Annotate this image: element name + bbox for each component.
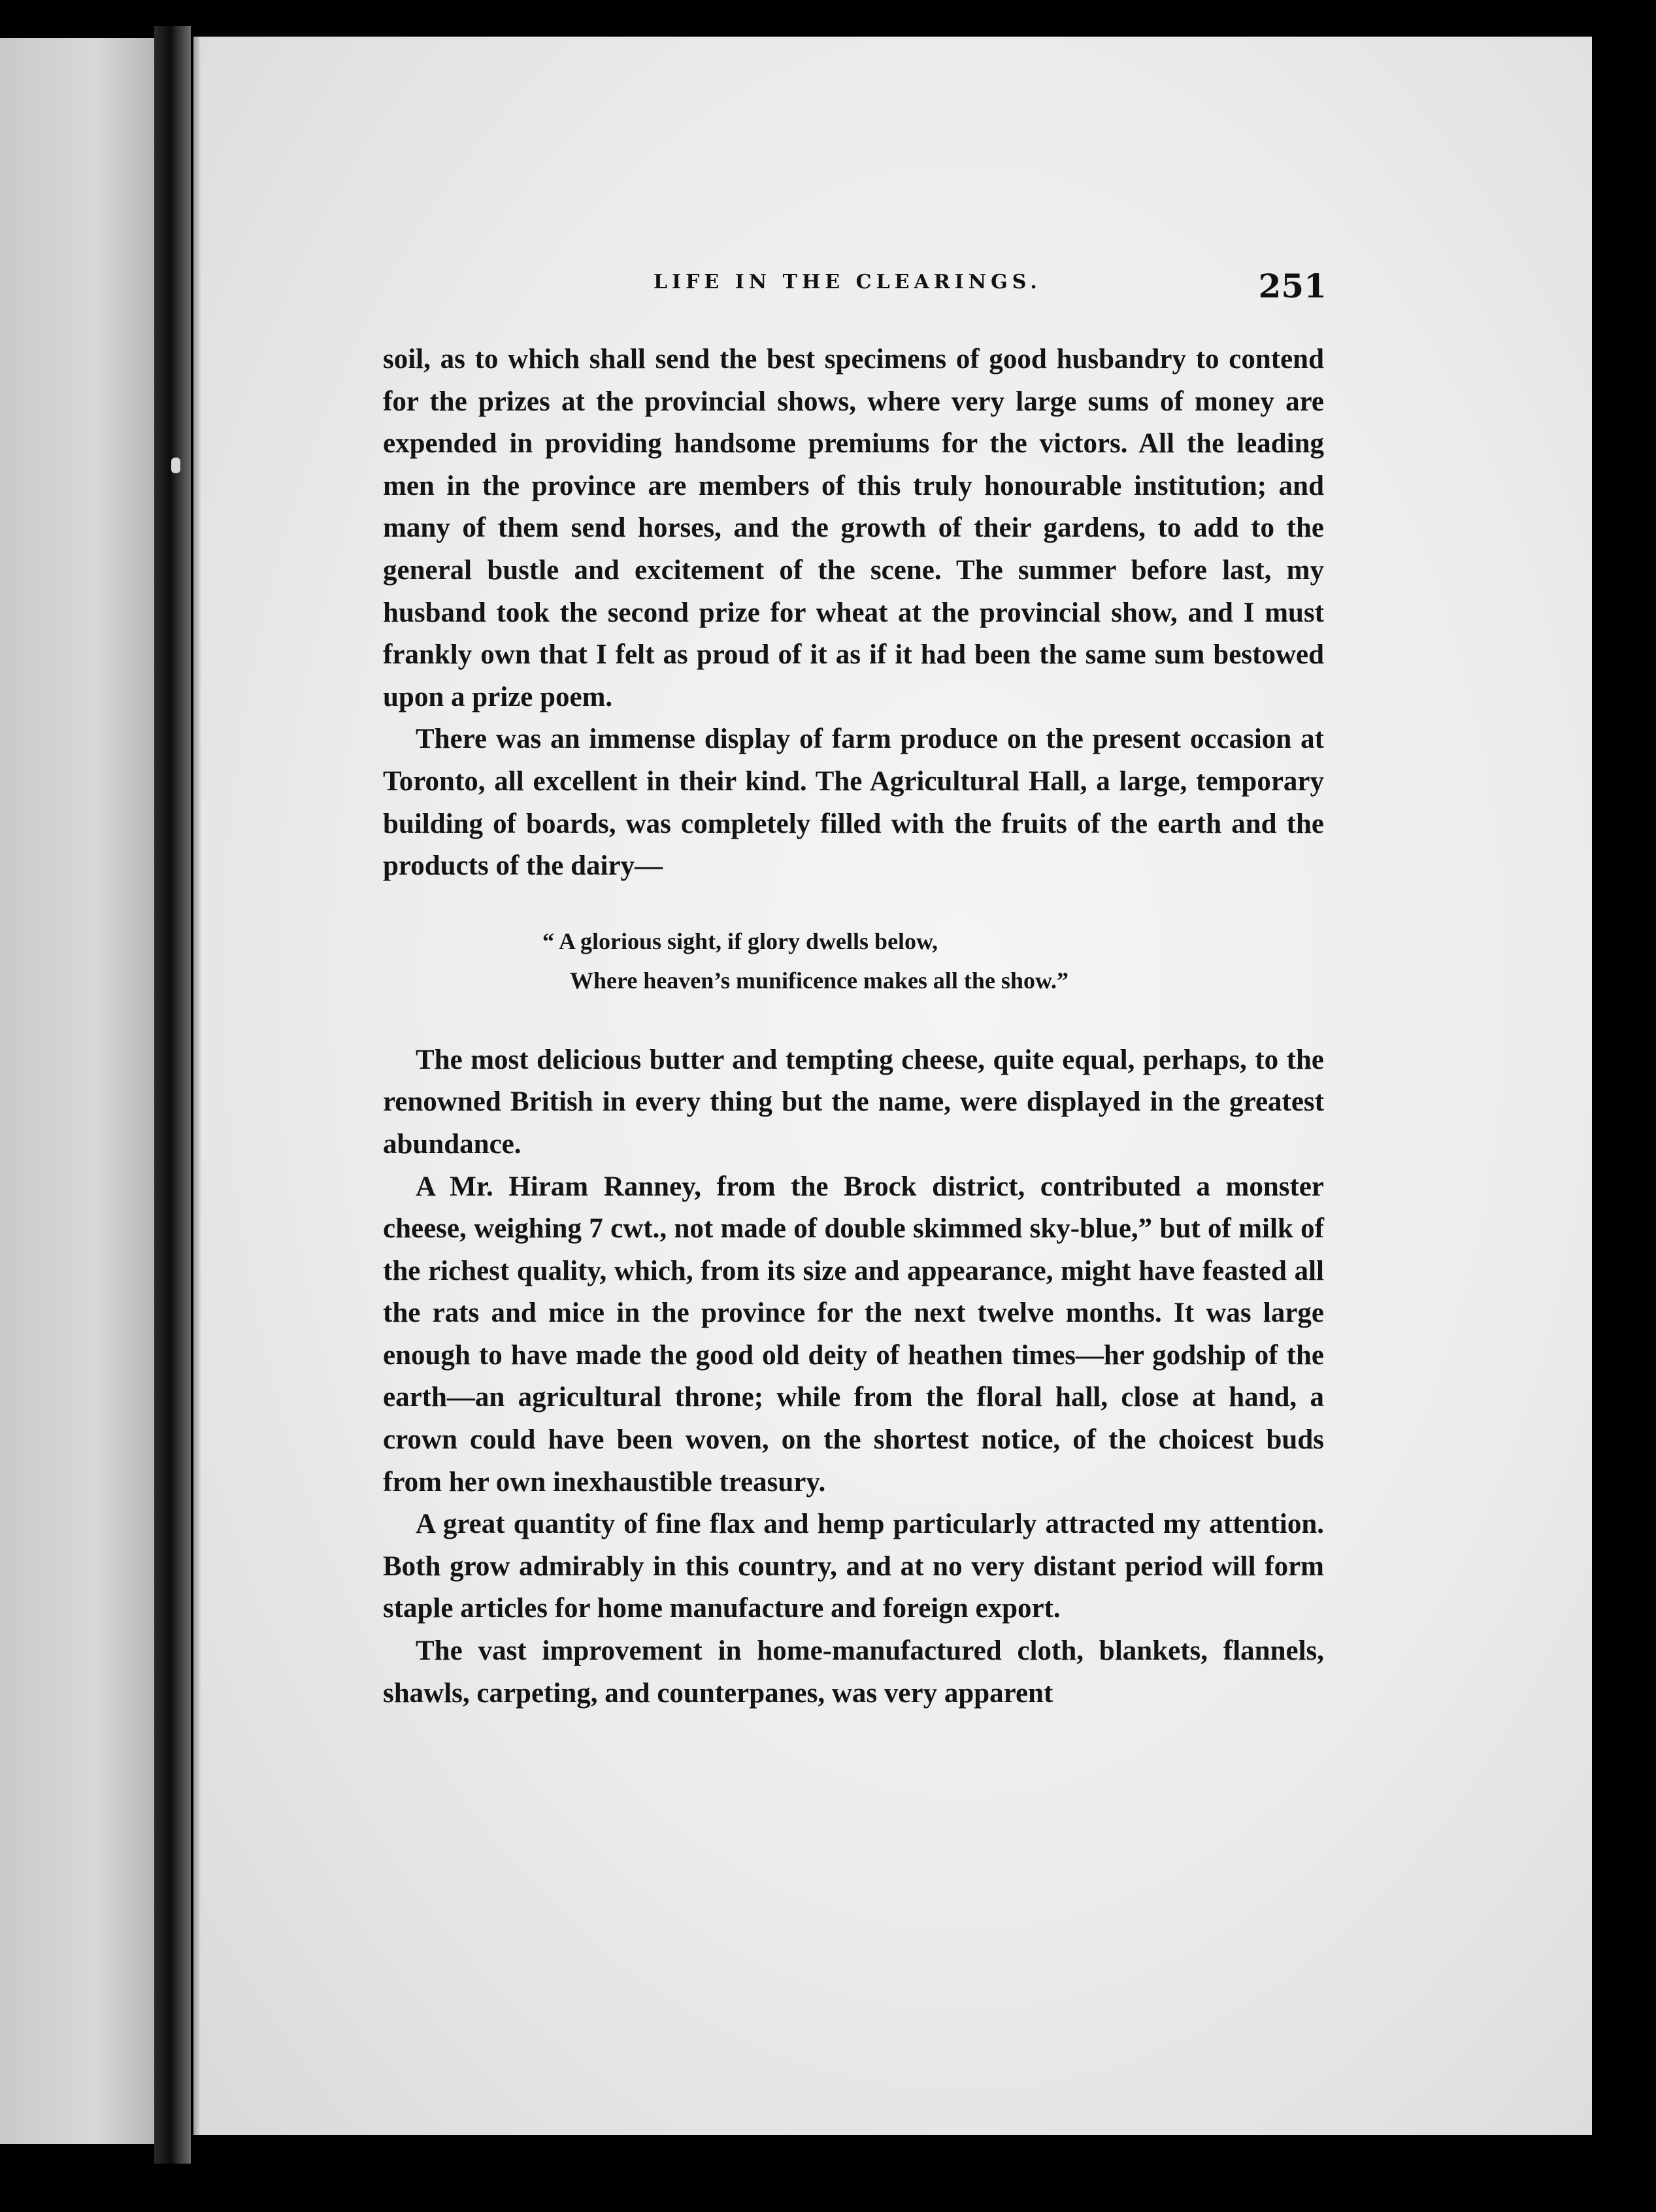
adjacent-page-edge — [0, 38, 159, 2144]
running-head: LIFE IN THE CLEARINGS. — [654, 271, 1042, 293]
body-text — [383, 339, 1324, 1715]
paragraph: The most delicious butter and tempting cheese, quite equal, perhaps, to the renowned British in every thing but the name, were displayed in the greatest abundance. — [383, 1044, 1324, 1160]
book-spine — [154, 26, 191, 2164]
page-gutter-shadow — [193, 37, 201, 2135]
page-number: 251 — [1258, 267, 1327, 305]
paragraph-continued: soil, as to which shall send the best specimens of good husbandry to contend for the prizes at the provincial shows, where very large sums of money are expended in providing handsome premiums for the victors. All the leading men in the province are members of this truly honourable institution; and many of them send horses, and the growth of their gardens, to add to the general bustle and excitement of the scene. The summer before last, my husband took the second prize for wheat at the provincial show, and I must frankly own that I felt as proud of it as if it had been the same sum bestowed upon a prize poem. — [383, 344, 1324, 712]
paragraph: The vast improvement in home-manufactured cloth, blankets, flannels, shawls, carpeting, and counterpanes, was very apparent — [383, 1635, 1324, 1709]
quote-line: “ A glorious sight, if glory dwells below, — [542, 928, 938, 954]
verse-quote — [383, 922, 1324, 1000]
paragraph: A great quantity of fine flax and hemp particularly attracted my attention. Both grow admirably in this country, and at no very distant period will form staple articles for home manufacture and foreign export. — [383, 1509, 1324, 1624]
page-header — [654, 267, 1327, 312]
spine-notch — [171, 458, 180, 473]
paragraph: There was an immense display of farm produce on the present occasion at Toronto, all excellent in their kind. The Agricultural Hall, a large, temporary building of boards, was completely filled with the fruits of the earth and the products of the dairy— — [383, 724, 1324, 882]
paragraph: A Mr. Hiram Ranney, from the Brock district, contributed a monster cheese, weighing 7 cwt., not made of double skimmed sky-blue,” but of milk of the richest quality, which, from its size and appearance, might have feasted all the rats and mice in the province for the next twelve months. It was large enough to have made the good old deity of heathen times—her godship of the earth—an agricultural throne; while from the floral hall, close at hand, a crown could have been woven, on the shortest notice, of the choicest buds from her own inexhaustible treasury. — [383, 1171, 1324, 1498]
quote-line: Where heaven’s munificence makes all the show.” — [570, 967, 1068, 994]
